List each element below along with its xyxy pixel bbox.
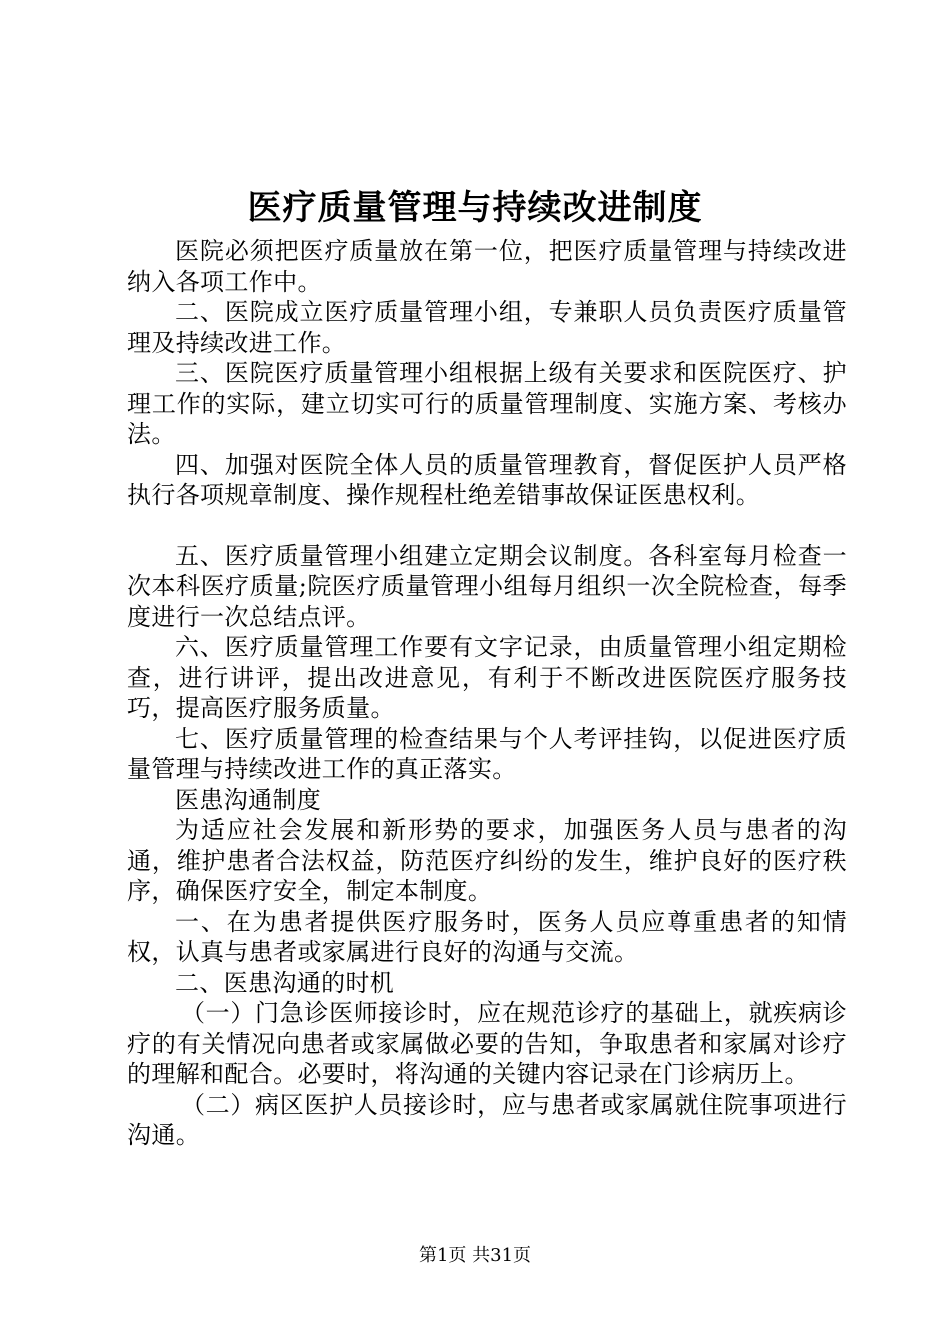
paragraph-sub-item-1: （一）门急诊医师接诊时，应在规范诊疗的基础上，就疾病诊疗的有关情况向患者或家属做必要的告知，争取患者和家属对诊疗的理解和配合。必要时，将沟通的关键内容记录在门诊病历上。: [127, 999, 847, 1088]
paragraph-section-intro: 为适应社会发展和新形势的要求，加强医务人员与患者的沟通，维护患者合法权益，防范医疗纠纷的发生，维护良好的医疗秩序，确保医疗安全，制定本制度。: [127, 816, 847, 905]
paragraph-intro: 医院必须把医疗质量放在第一位，把医疗质量管理与持续改进纳入各项工作中。: [127, 237, 847, 296]
document-body: [127, 236, 847, 1151]
paragraph-item-6: 六、医疗质量管理工作要有文字记录，由质量管理小组定期检查，进行讲评，提出改进意见，有利于不断改进医院医疗服务技巧，提高医疗服务质量。: [127, 633, 847, 722]
section-heading: 医患沟通制度: [175, 785, 322, 814]
paragraph-item-5: 五、医疗质量管理小组建立定期会议制度。各科室每月检查一次本科医疗质量;院医疗质量管理小组每月组织一次全院检查，每季度进行一次总结点评。: [127, 541, 847, 631]
page-title: 医疗质量管理与持续改进制度: [247, 188, 703, 228]
paragraph-item-4: 四、加强对医院全体人员的质量管理教育，督促医护人员严格执行各项规章制度、操作规程杜绝差错事故保证医患权利。: [127, 450, 847, 509]
page-footer: 第1页 共31页: [418, 1245, 532, 1266]
paragraph-item-7: 七、医疗质量管理的检查结果与个人考评挂钩，以促进医疗质量管理与持续改进工作的真正落实。: [127, 724, 847, 783]
paragraph-sub-item-2: （二）病区医护人员接诊时，应与患者或家属就住院事项进行沟通。: [127, 1090, 847, 1149]
paragraph-item-3: 三、医院医疗质量管理小组根据上级有关要求和医院医疗、护理工作的实际，建立切实可行的质量管理制度、实施方案、考核办法。: [127, 359, 847, 448]
paragraph-section-item-2: 二、医患沟通的时机: [175, 968, 395, 997]
paragraph-item-2: 二、医院成立医疗质量管理小组，专兼职人员负责医疗质量管理及持续改进工作。: [127, 298, 847, 357]
paragraph-section-item-1: 一、在为患者提供医疗服务时，医务人员应尊重患者的知情权，认真与患者或家属进行良好的沟通与交流。: [127, 907, 847, 966]
